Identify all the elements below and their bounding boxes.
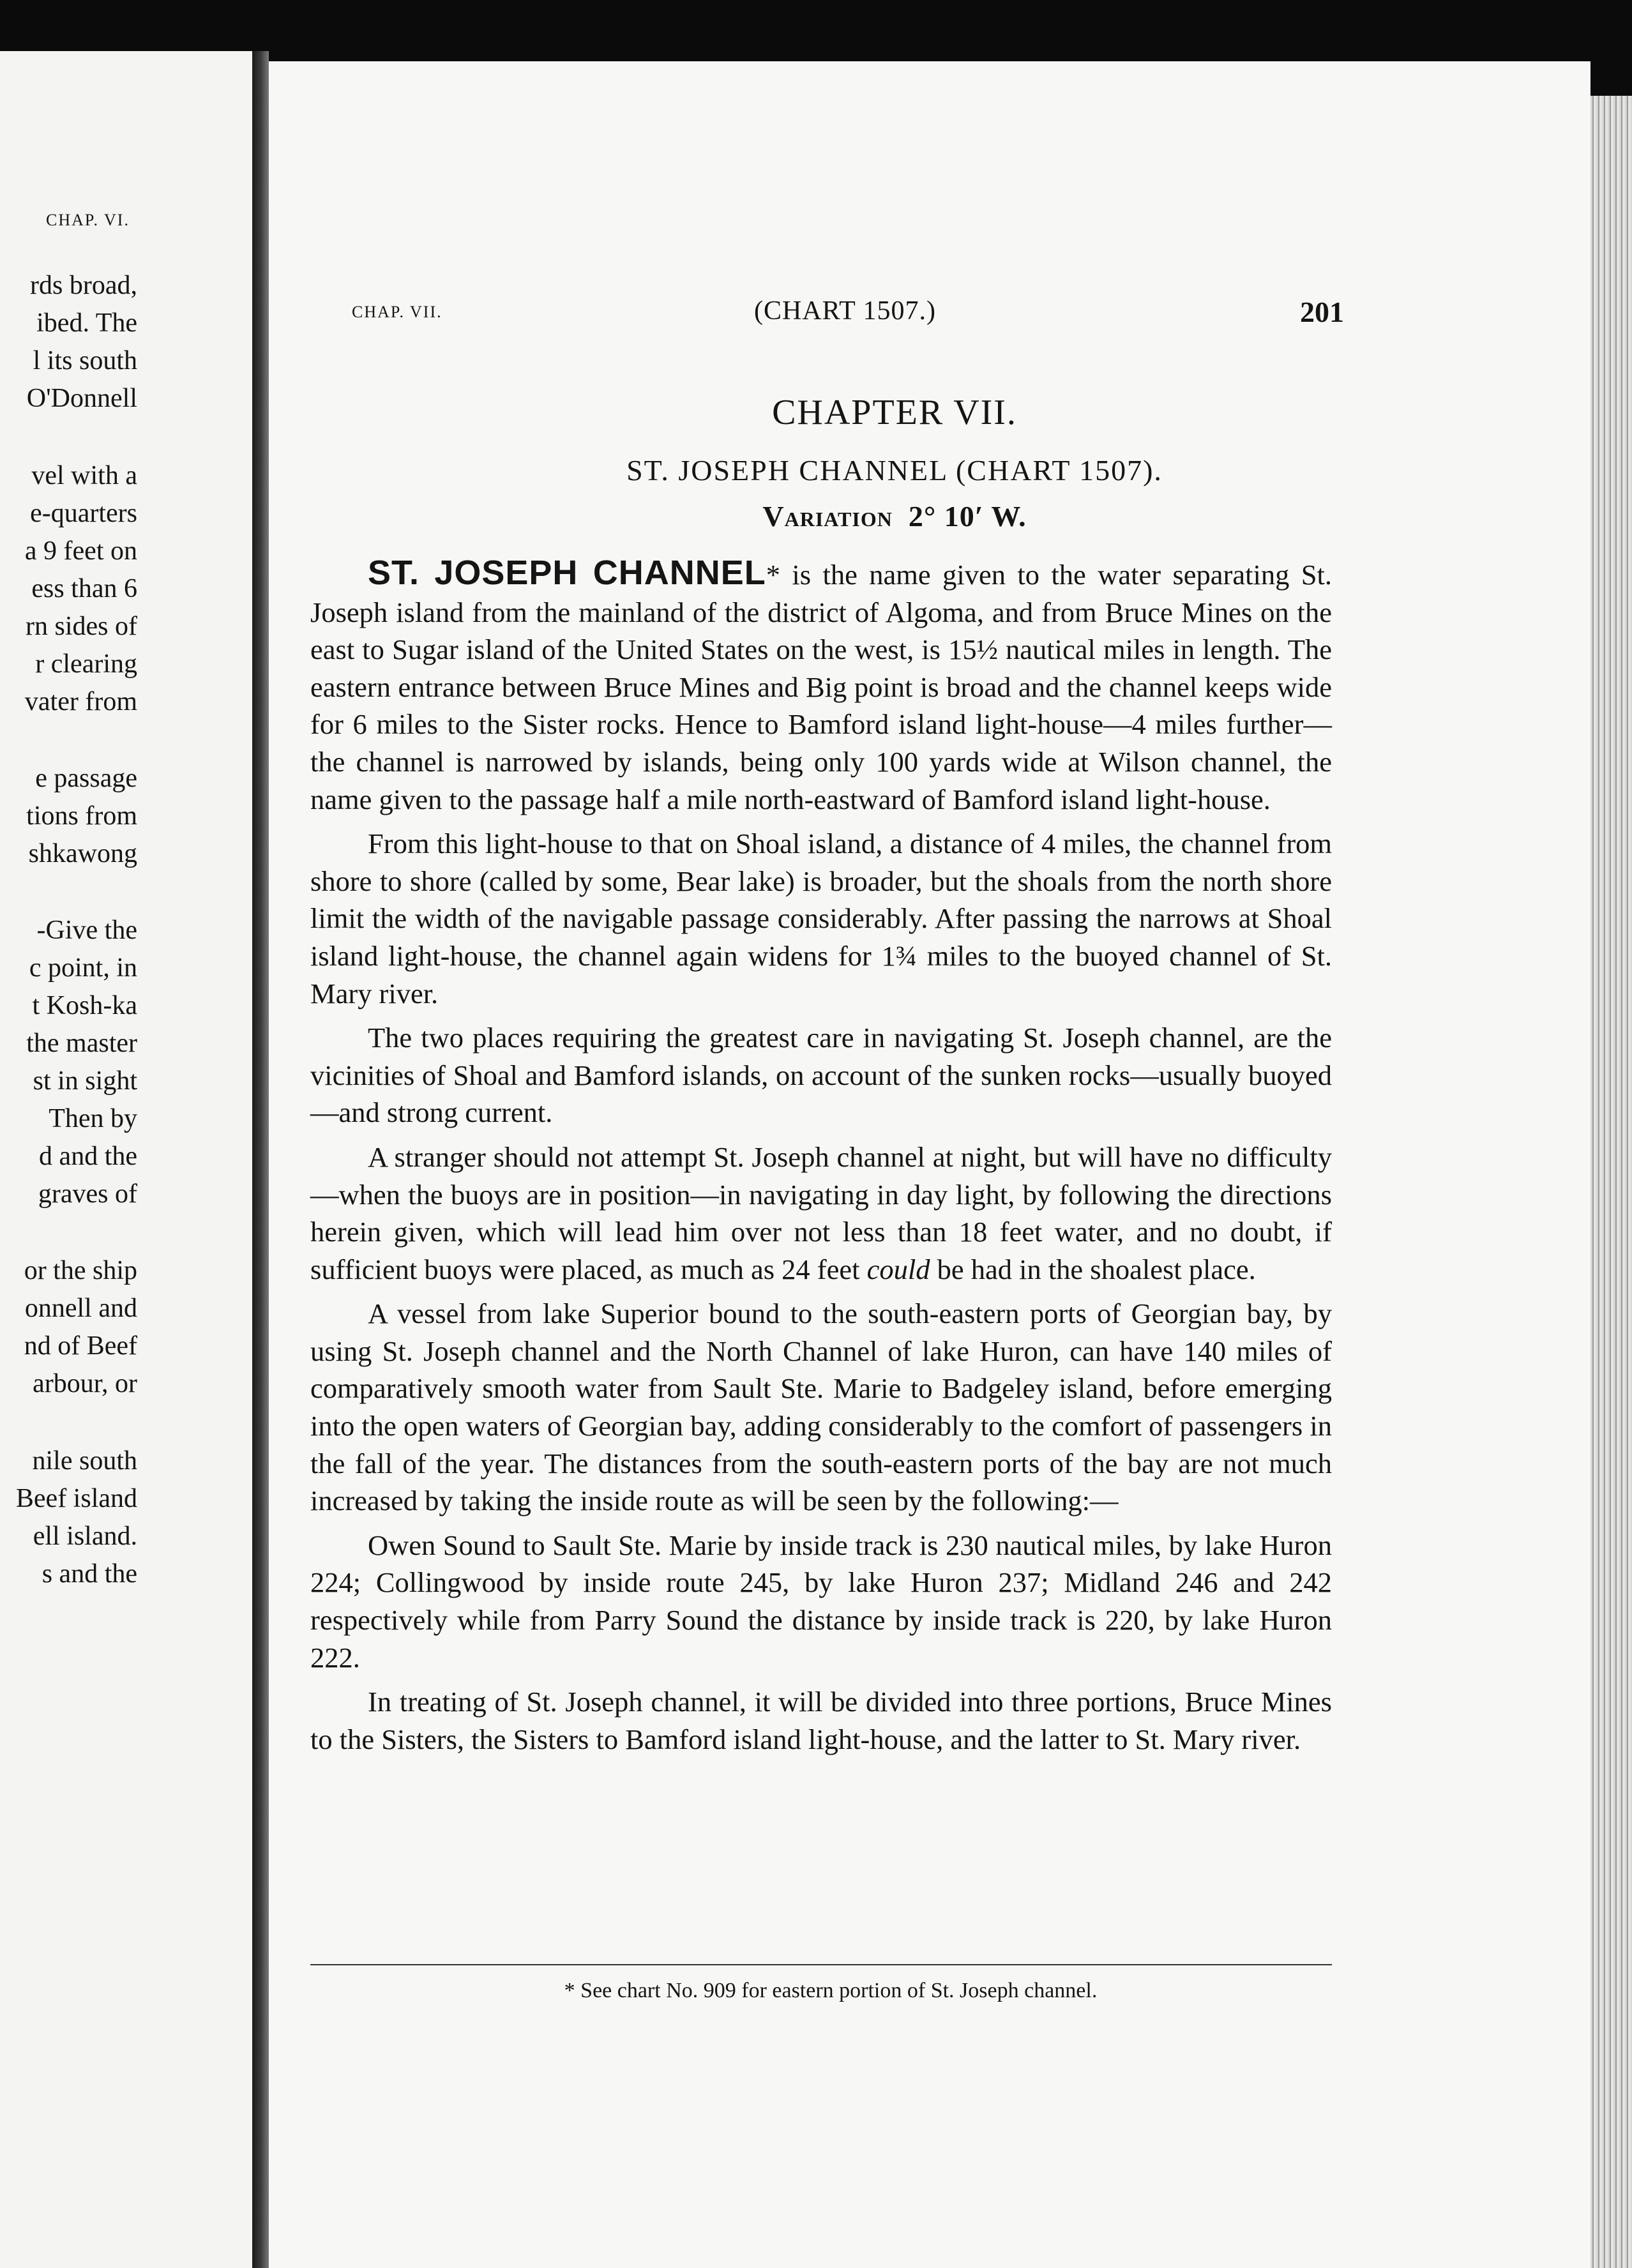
paragraph-shoal-island: From this light-house to that on Shoal island, a distance of 4 miles, the channel from shore to shore (called by some, Bear lake) is broader, but the shoals from the north shore limit the width of the navigable passage considerably. After passing the narrows at Shoal island light-house, the channel again widens for 1¾ miles to the buoyed channel of St. Mary river. bbox=[310, 828, 1332, 1009]
chapter-title: CHAPTER VII. bbox=[772, 393, 1017, 432]
left-page-line: rds broad, bbox=[30, 271, 137, 300]
paragraph-stranger bbox=[310, 1138, 1332, 1288]
left-page-line: e-quarters bbox=[30, 499, 137, 528]
paragraph-intro bbox=[310, 554, 1332, 818]
footnote: * See chart No. 909 for eastern portion of St. Joseph channel. bbox=[564, 1979, 1098, 2002]
left-page-line: O'Donnell bbox=[26, 384, 137, 413]
left-page-line: shkawong bbox=[28, 839, 137, 868]
section-title: ST. JOSEPH CHANNEL (CHART 1507). bbox=[626, 454, 1163, 487]
left-page-line: c point, in bbox=[29, 953, 137, 983]
book-gutter bbox=[252, 51, 269, 2268]
page-edges bbox=[1590, 96, 1632, 2268]
running-header-chapter: CHAP. VII. bbox=[352, 303, 442, 321]
left-page-line: -Give the bbox=[36, 916, 137, 945]
variation-value: 2° 10′ W. bbox=[908, 500, 1027, 533]
left-page-line: s and the bbox=[42, 1559, 137, 1589]
paragraph-navigation-care: The two places requiring the greatest care in navigating St. Joseph channel, are the vicinities of Shoal and Bamford islands, on account of the sunken rocks—usually buoyed—and strong current. bbox=[310, 1022, 1332, 1129]
paragraph-distances: Owen Sound to Sault Ste. Marie by inside track is 230 nautical miles, by lake Huron 224; Collingwood by inside route 245, by lake Huron 237; Midland 246 and 242 respectively while from Parry Sound the distance by inside track is 220, by lake Huron 222. bbox=[310, 1529, 1332, 1674]
left-page-line: arbour, or bbox=[33, 1369, 137, 1398]
right-page bbox=[269, 61, 1590, 2268]
variation-label-rest: ARIATION bbox=[784, 508, 893, 531]
body-text bbox=[310, 554, 1332, 1765]
variation-label-initial: V bbox=[762, 500, 785, 533]
left-page bbox=[0, 51, 252, 2268]
left-page-line: nile south bbox=[32, 1446, 137, 1476]
left-page-text bbox=[0, 51, 137, 2268]
left-page-line: graves of bbox=[38, 1179, 137, 1209]
paragraph-portions: In treating of St. Joseph channel, it will be divided into three portions, Bruce Mines to the Sisters, the Sisters to Bamford island light-house, and the latter to St. Mary river. bbox=[310, 1686, 1332, 1755]
left-page-line: vel with a bbox=[31, 461, 137, 490]
left-page-line: e passage bbox=[35, 764, 137, 793]
left-page-line: rn sides of bbox=[26, 612, 137, 641]
left-page-line: r clearing bbox=[35, 649, 137, 679]
paragraph-stranger-text: A stranger should not attempt St. Joseph channel at night, but will have no difficulty—when the buoys are in position—in navigating in day light, by following the directions herein given, which will lead him over not less than 18 feet water, and no doubt, if sufficient buoys were placed, as much as 24 feet bbox=[310, 1140, 1332, 1285]
footnote-mark: * bbox=[766, 559, 780, 591]
paragraph-vessel-route: A vessel from lake Superior bound to the south-eastern ports of Georgian bay, by using St. Joseph channel and the North Channel of lake Huron, can have 140 miles of comparatively smooth water from Sault Ste. Marie to Badgeley island, before emerging into the open waters of Georgian bay, adding considerably to the comfort of passengers in the fall of the year. The distances from the south-eastern ports of the bay are not much increased by taking the inside route as will be seen by the following:— bbox=[310, 1297, 1332, 1517]
variation-line bbox=[345, 502, 1444, 531]
left-page-line: Then by bbox=[49, 1104, 137, 1133]
left-page-line: nd of Beef bbox=[24, 1331, 137, 1361]
paragraph-stranger-end: be had in the shoalest place. bbox=[930, 1253, 1256, 1285]
left-page-line: ess than 6 bbox=[31, 574, 137, 603]
left-page-line: ell island. bbox=[33, 1522, 137, 1551]
left-page-line: vater from bbox=[24, 687, 137, 716]
left-page-line: or the ship bbox=[24, 1256, 137, 1285]
left-page-line: Beef island bbox=[15, 1484, 137, 1513]
left-page-line: a 9 feet on bbox=[24, 536, 137, 566]
left-page-line: d and the bbox=[39, 1142, 137, 1171]
page-number: 201 bbox=[1300, 296, 1344, 328]
left-page-line: onnell and bbox=[24, 1294, 137, 1323]
left-page-line: tions from bbox=[26, 801, 137, 831]
footnote-rule bbox=[310, 1964, 1332, 1965]
left-page-line: ibed. The bbox=[36, 308, 137, 338]
left-page-line: st in sight bbox=[33, 1066, 137, 1096]
paragraph-intro-text: is the name given to the water separating St. Joseph island from the mainland of the district of Algoma, and from Bruce Mines on the east to Sugar island of the United States on the west, is 15½ nautical miles in length. The eastern entrance between Bruce Mines and Big point is broad and the channel keeps wide for 6 miles to the Sister rocks. Hence to Bamford island light-house—4 miles further—the channel is narrowed by islands, being only 100 yards wide at Wilson channel, the name given to the passage half a mile north-eastward of Bamford island light-house. bbox=[310, 559, 1332, 815]
running-header-chart: (CHART 1507.) bbox=[754, 296, 937, 326]
left-page-line: l its south bbox=[33, 346, 137, 375]
lead-heading: ST. JOSEPH CHANNEL bbox=[368, 554, 766, 592]
left-page-header: CHAP. VI. bbox=[46, 211, 130, 229]
left-page-line: t Kosh-ka bbox=[32, 991, 137, 1020]
emphasis-could: could bbox=[866, 1253, 930, 1285]
left-page-line: the master bbox=[26, 1029, 137, 1058]
